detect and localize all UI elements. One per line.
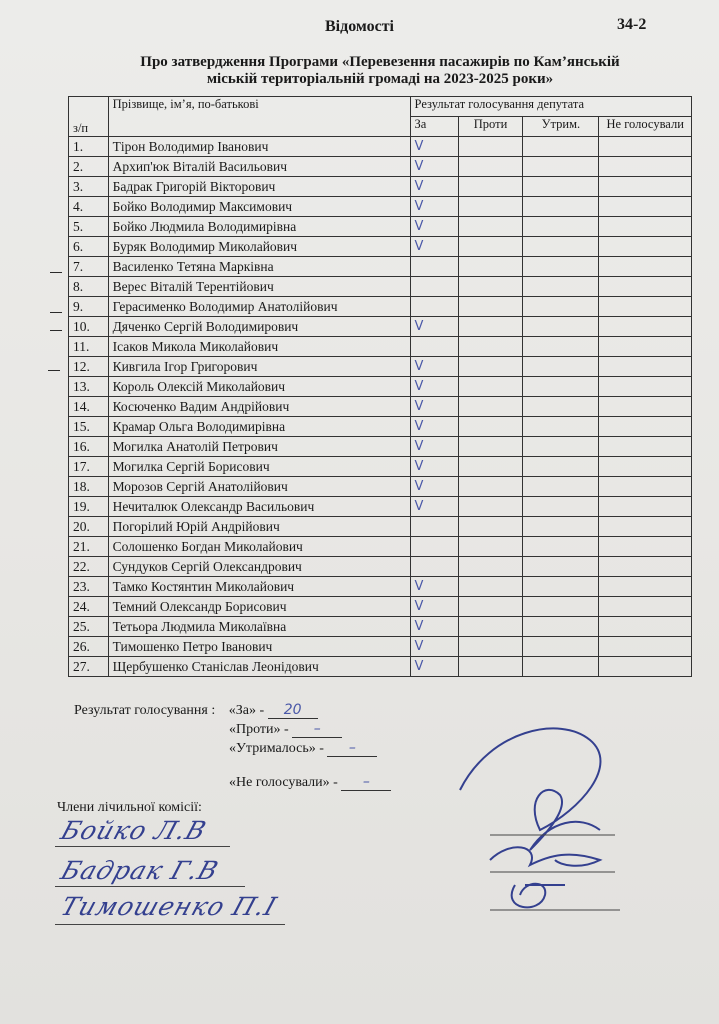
row-abstain — [523, 617, 599, 637]
row-for: V — [410, 197, 458, 217]
row-name: Ісаков Микола Миколайович — [108, 337, 410, 357]
margin-dash — [50, 272, 62, 273]
row-number: 26. — [69, 637, 109, 657]
row-not-voted — [599, 297, 692, 317]
row-name: Щербушенко Станіслав Леонідович — [108, 657, 410, 677]
row-not-voted — [599, 417, 692, 437]
commission-member-1: Бойко Л.В — [57, 816, 211, 845]
row-abstain — [523, 137, 599, 157]
row-number: 13. — [69, 377, 109, 397]
row-name: Крамар Ольга Володимирівна — [108, 417, 410, 437]
row-number: 10. — [69, 317, 109, 337]
row-abstain — [523, 177, 599, 197]
row-for: V — [410, 357, 458, 377]
table-row — [69, 157, 692, 177]
row-name: Архип'юк Віталій Васильович — [108, 157, 410, 177]
row-for: V — [410, 437, 458, 457]
row-against — [458, 517, 523, 537]
row-name: Погорілий Юрій Андрійович — [108, 517, 410, 537]
row-for: V — [410, 397, 458, 417]
summary-not-voted-label: «Не голосували» - — [229, 775, 338, 790]
summary-against-value: – — [292, 721, 342, 738]
commission-line-1 — [55, 846, 230, 847]
row-for: V — [410, 457, 458, 477]
row-for: V — [410, 417, 458, 437]
row-for: V — [410, 477, 458, 497]
row-not-voted — [599, 397, 692, 417]
signature-2 — [490, 847, 600, 866]
table-row — [69, 617, 692, 637]
row-name: Морозов Сергій Анатолійович — [108, 477, 410, 497]
row-for: V — [410, 597, 458, 617]
row-for — [410, 277, 458, 297]
row-name: Тамко Костянтин Миколайович — [108, 577, 410, 597]
header-for: За — [410, 117, 458, 137]
commission-line-2 — [55, 886, 245, 887]
row-abstain — [523, 417, 599, 437]
row-against — [458, 197, 523, 217]
row-against — [458, 457, 523, 477]
table-row — [69, 357, 692, 377]
row-name: Бойко Володимир Максимович — [108, 197, 410, 217]
table-row — [69, 237, 692, 257]
row-against — [458, 497, 523, 517]
row-not-voted — [599, 457, 692, 477]
row-not-voted — [599, 437, 692, 457]
row-for: V — [410, 637, 458, 657]
row-name: Могилка Сергій Борисович — [108, 457, 410, 477]
row-for — [410, 297, 458, 317]
subtitle-line-2: міській територіальній громаді на 2023-2025 роки» — [206, 71, 554, 87]
row-for: V — [410, 617, 458, 637]
header-result: Результат голосування депутата — [410, 97, 691, 117]
commission-label: Члени лічильної комісії: — [57, 800, 202, 815]
summary-not-voted-value: – — [341, 774, 391, 791]
row-against — [458, 177, 523, 197]
row-for — [410, 337, 458, 357]
row-abstain — [523, 557, 599, 577]
table-row — [69, 577, 692, 597]
row-not-voted — [599, 657, 692, 677]
row-abstain — [523, 517, 599, 537]
signatures — [430, 720, 650, 920]
row-abstain — [523, 357, 599, 377]
table-row — [69, 417, 692, 437]
margin-dash — [48, 370, 60, 371]
table-row — [69, 177, 692, 197]
row-not-voted — [599, 237, 692, 257]
row-not-voted — [599, 557, 692, 577]
row-not-voted — [599, 137, 692, 157]
voting-table — [68, 96, 692, 677]
row-abstain — [523, 497, 599, 517]
table-row — [69, 457, 692, 477]
row-for — [410, 537, 458, 557]
row-against — [458, 137, 523, 157]
summary-against-label: «Проти» - — [229, 722, 289, 737]
row-not-voted — [599, 357, 692, 377]
row-abstain — [523, 257, 599, 277]
row-number: 8. — [69, 277, 109, 297]
row-name: Герасименко Володимир Анатолійович — [108, 297, 410, 317]
table-row — [69, 657, 692, 677]
table-row — [69, 637, 692, 657]
row-not-voted — [599, 577, 692, 597]
table-row — [69, 397, 692, 417]
row-not-voted — [599, 197, 692, 217]
table-row — [69, 377, 692, 397]
row-against — [458, 357, 523, 377]
row-name: Солошенко Богдан Миколайович — [108, 537, 410, 557]
row-name: Тірон Володимир Іванович — [108, 137, 410, 157]
subtitle-line-1: Про затвердження Програми «Перевезення пасажирів по Кам’янській — [140, 54, 620, 70]
table-row — [69, 277, 692, 297]
row-against — [458, 377, 523, 397]
row-not-voted — [599, 617, 692, 637]
row-number: 1. — [69, 137, 109, 157]
row-for — [410, 557, 458, 577]
summary-abstain-value: – — [327, 740, 377, 757]
table-row — [69, 317, 692, 337]
summary-for-value: 20 — [268, 702, 318, 719]
row-not-voted — [599, 177, 692, 197]
table-row — [69, 137, 692, 157]
table-row — [69, 217, 692, 237]
row-for — [410, 517, 458, 537]
table-row — [69, 497, 692, 517]
row-against — [458, 317, 523, 337]
row-number: 18. — [69, 477, 109, 497]
table-row — [69, 537, 692, 557]
row-name: Верес Віталій Терентійович — [108, 277, 410, 297]
row-abstain — [523, 637, 599, 657]
document-title: Відомості — [325, 18, 394, 35]
row-for: V — [410, 157, 458, 177]
row-abstain — [523, 477, 599, 497]
row-number: 27. — [69, 657, 109, 677]
row-not-voted — [599, 537, 692, 557]
document-number: 34-2 — [617, 16, 647, 33]
row-against — [458, 157, 523, 177]
summary-label: Результат голосування : — [74, 703, 216, 718]
row-against — [458, 557, 523, 577]
row-number: 15. — [69, 417, 109, 437]
row-name: Могилка Анатолій Петрович — [108, 437, 410, 457]
row-number: 24. — [69, 597, 109, 617]
row-abstain — [523, 157, 599, 177]
row-for: V — [410, 177, 458, 197]
row-for: V — [410, 217, 458, 237]
row-number: 23. — [69, 577, 109, 597]
table-row — [69, 557, 692, 577]
row-for: V — [410, 497, 458, 517]
row-abstain — [523, 577, 599, 597]
row-number: 20. — [69, 517, 109, 537]
row-name: Сундуков Сергій Олександрович — [108, 557, 410, 577]
row-not-voted — [599, 317, 692, 337]
row-against — [458, 577, 523, 597]
row-against — [458, 277, 523, 297]
row-abstain — [523, 437, 599, 457]
summary-for-label: «За» - — [228, 703, 265, 718]
row-against — [458, 297, 523, 317]
row-for: V — [410, 237, 458, 257]
table-row — [69, 517, 692, 537]
row-abstain — [523, 317, 599, 337]
row-abstain — [523, 657, 599, 677]
row-abstain — [523, 297, 599, 317]
row-number: 2. — [69, 157, 109, 177]
table-row — [69, 297, 692, 317]
row-abstain — [523, 197, 599, 217]
row-not-voted — [599, 217, 692, 237]
row-number: 4. — [69, 197, 109, 217]
row-number: 17. — [69, 457, 109, 477]
row-against — [458, 397, 523, 417]
row-against — [458, 437, 523, 457]
row-against — [458, 337, 523, 357]
row-abstain — [523, 237, 599, 257]
row-against — [458, 637, 523, 657]
row-name: Кивгила Ігор Григорович — [108, 357, 410, 377]
margin-dash — [50, 330, 62, 331]
row-not-voted — [599, 497, 692, 517]
row-name: Косюченко Вадим Андрійович — [108, 397, 410, 417]
row-abstain — [523, 537, 599, 557]
row-not-voted — [599, 157, 692, 177]
row-name: Буряк Володимир Миколайович — [108, 237, 410, 257]
row-abstain — [523, 457, 599, 477]
table-row — [69, 197, 692, 217]
row-not-voted — [599, 257, 692, 277]
row-name: Бойко Людмила Володимирівна — [108, 217, 410, 237]
header-number: з/п — [69, 97, 109, 137]
row-for — [410, 257, 458, 277]
row-not-voted — [599, 477, 692, 497]
row-name: Темний Олександр Борисович — [108, 597, 410, 617]
table-row — [69, 257, 692, 277]
row-number: 3. — [69, 177, 109, 197]
row-for: V — [410, 317, 458, 337]
row-for: V — [410, 577, 458, 597]
row-number: 16. — [69, 437, 109, 457]
margin-dash — [50, 312, 62, 313]
commission-member-2: Бадрак Г.В — [57, 856, 223, 885]
row-abstain — [523, 377, 599, 397]
signature-3 — [512, 884, 565, 908]
row-name: Тимошенко Петро Іванович — [108, 637, 410, 657]
row-abstain — [523, 217, 599, 237]
row-against — [458, 257, 523, 277]
table-row — [69, 597, 692, 617]
header-against: Проти — [458, 117, 523, 137]
row-abstain — [523, 397, 599, 417]
row-number: 9. — [69, 297, 109, 317]
row-for: V — [410, 137, 458, 157]
row-for: V — [410, 657, 458, 677]
row-not-voted — [599, 277, 692, 297]
row-number: 21. — [69, 537, 109, 557]
row-number: 22. — [69, 557, 109, 577]
row-number: 11. — [69, 337, 109, 357]
row-against — [458, 597, 523, 617]
row-abstain — [523, 337, 599, 357]
row-name: Бадрак Григорій Вікторович — [108, 177, 410, 197]
row-name: Василенко Тетяна Марківна — [108, 257, 410, 277]
row-against — [458, 417, 523, 437]
row-name: Дяченко Сергій Володимирович — [108, 317, 410, 337]
commission-line-3 — [55, 924, 285, 925]
row-for: V — [410, 377, 458, 397]
row-number: 7. — [69, 257, 109, 277]
row-number: 25. — [69, 617, 109, 637]
header-name: Прізвище, ім’я, по-батькові — [108, 97, 410, 137]
row-not-voted — [599, 517, 692, 537]
row-against — [458, 237, 523, 257]
row-against — [458, 537, 523, 557]
row-abstain — [523, 597, 599, 617]
row-number: 12. — [69, 357, 109, 377]
row-number: 14. — [69, 397, 109, 417]
table-row — [69, 437, 692, 457]
row-abstain — [523, 277, 599, 297]
commission-member-3: Тимошенко П.І — [57, 892, 281, 921]
row-not-voted — [599, 637, 692, 657]
row-not-voted — [599, 337, 692, 357]
row-name: Король Олексій Миколайович — [108, 377, 410, 397]
row-not-voted — [599, 377, 692, 397]
header-abstain: Утрим. — [523, 117, 599, 137]
document-subtitle — [60, 54, 700, 88]
row-against — [458, 477, 523, 497]
header-not-voted: Не голосували — [599, 117, 692, 137]
row-name: Тетьора Людмила Миколаївна — [108, 617, 410, 637]
row-number: 5. — [69, 217, 109, 237]
row-name: Нечиталюк Олександр Васильович — [108, 497, 410, 517]
row-number: 19. — [69, 497, 109, 517]
row-number: 6. — [69, 237, 109, 257]
row-against — [458, 657, 523, 677]
signature-1 — [460, 728, 600, 850]
table-row — [69, 477, 692, 497]
row-not-voted — [599, 597, 692, 617]
table-row — [69, 337, 692, 357]
row-against — [458, 617, 523, 637]
row-against — [458, 217, 523, 237]
summary-abstain-label: «Утрималось» - — [229, 741, 324, 756]
